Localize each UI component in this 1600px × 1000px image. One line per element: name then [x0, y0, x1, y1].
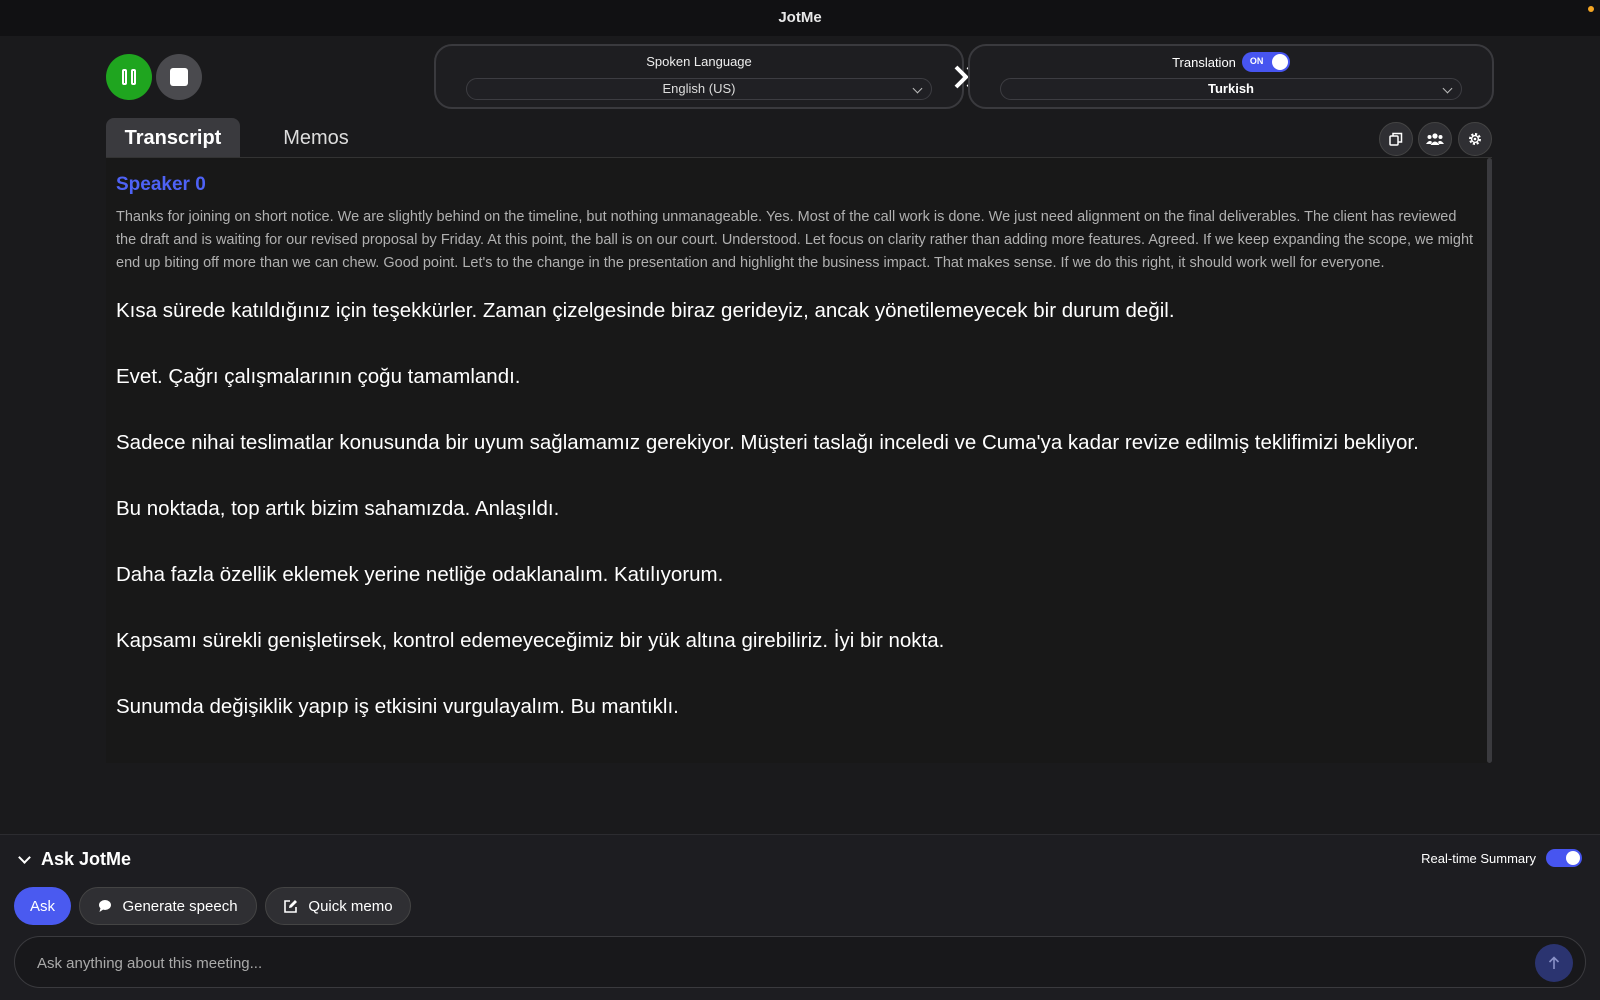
translation-panel	[968, 44, 1494, 109]
translation-toggle[interactable]	[1242, 52, 1290, 72]
pause-button[interactable]	[106, 54, 152, 100]
translation-line: Kısa sürede katıldığınız için teşekkürler. Zaman çizelgesinde biraz gerideyiz, ancak yönetilemeyecek bir durum değil.	[116, 299, 1175, 322]
transcript-panel	[106, 158, 1492, 763]
ask-input-box	[14, 936, 1586, 988]
translation-toggle-state: ON	[1249, 56, 1264, 66]
arrow-up-icon	[1548, 956, 1560, 970]
ask-button[interactable]: Ask	[14, 887, 71, 925]
translation-language-select[interactable]	[1000, 78, 1462, 100]
translation-line: Sunumda değişiklik yapıp iş etkisini vurgulayalım. Bu mantıklı.	[116, 695, 679, 718]
stop-icon	[170, 68, 188, 86]
translation-line: Daha fazla özellik eklemek yerine netliğe odaklanalım. Katılıyorum.	[116, 563, 724, 586]
translation-line: Kapsamı sürekli genişletirsek, kontrol edemeyeceğimiz bir yük altına girebiliriz. İyi bir nokta.	[116, 629, 945, 652]
stop-button[interactable]	[156, 54, 202, 100]
settings-button[interactable]	[1458, 122, 1492, 156]
translation-label: Translation	[1172, 54, 1236, 70]
copy-button[interactable]	[1379, 122, 1413, 156]
spoken-language-label: Spoken Language	[646, 54, 752, 69]
translation-line: Bu noktada, top artık bizim sahamızda. Anlaşıldı.	[116, 497, 560, 520]
original-transcript: Thanks for joining on short notice. We are slightly behind on the timeline, but nothing unmanageable. Yes. Most of the call work is done. We just need alignment on the final deliverables. The client has reviewed the draft and is waiting for our revised proposal by Friday. At this point, the ball is on our court. Understood. Let focus on clarity rather than adding more features. Agreed. If we keep expanding the scope, we might end up biting off more than we can chew. Good point. Let's to the change in the presentation and highlight the business impact. That makes sense. If we do this right, it should work well for everyone.	[116, 209, 1474, 271]
generate-speech-button[interactable]	[79, 887, 257, 925]
chevron-down-icon	[913, 84, 923, 94]
spoken-language-value: English (US)	[662, 81, 736, 96]
translation-line: Sadece nihai teslimatlar konusunda bir uyum sağlamamız gerekiyor. Müşteri taslağı inceledi ve Cuma'ya kadar revize edilmiş teklifimizi bekliyor.	[116, 431, 1419, 454]
spoken-language-panel	[434, 44, 964, 109]
translated-transcript	[116, 294, 1478, 756]
ask-input[interactable]	[37, 951, 1497, 975]
generate-speech-label: Generate speech	[122, 897, 238, 915]
ask-title: Ask JotMe	[41, 849, 132, 869]
quick-memo-button[interactable]	[265, 887, 411, 925]
realtime-summary-label: Real-time Summary	[1421, 850, 1536, 866]
realtime-summary	[1421, 849, 1582, 867]
translation-line: Evet. Çağrı çalışmalarının çoğu tamamlandı.	[116, 365, 521, 388]
people-icon	[1426, 132, 1444, 146]
ask-panel	[0, 834, 1600, 1000]
transcript-scrollbar[interactable]	[1487, 158, 1492, 763]
copy-icon	[1389, 132, 1403, 146]
tab-transcript[interactable]: Transcript	[106, 118, 240, 158]
send-button[interactable]	[1535, 944, 1573, 982]
chevron-down-icon	[18, 851, 31, 864]
chat-bubble-icon	[98, 899, 112, 913]
speakers-button[interactable]	[1418, 122, 1452, 156]
window-title: JotMe	[778, 9, 822, 26]
speaker-name: Speaker 0	[116, 174, 206, 195]
title-bar	[0, 0, 1600, 36]
status-dot	[1588, 6, 1594, 12]
gear-icon	[1467, 131, 1483, 147]
translation-header	[970, 52, 1492, 72]
pause-icon	[122, 69, 136, 85]
toggle-knob	[1272, 54, 1288, 70]
realtime-summary-toggle[interactable]	[1546, 849, 1582, 867]
spoken-language-select[interactable]	[466, 78, 932, 100]
chevron-down-icon	[1443, 84, 1453, 94]
edit-icon	[283, 899, 298, 914]
tab-memos[interactable]: Memos	[283, 126, 349, 149]
toggle-knob	[1566, 851, 1580, 865]
ask-header[interactable]	[20, 849, 131, 870]
translation-language-value: Turkish	[1208, 81, 1254, 96]
quick-memo-label: Quick memo	[308, 897, 393, 915]
